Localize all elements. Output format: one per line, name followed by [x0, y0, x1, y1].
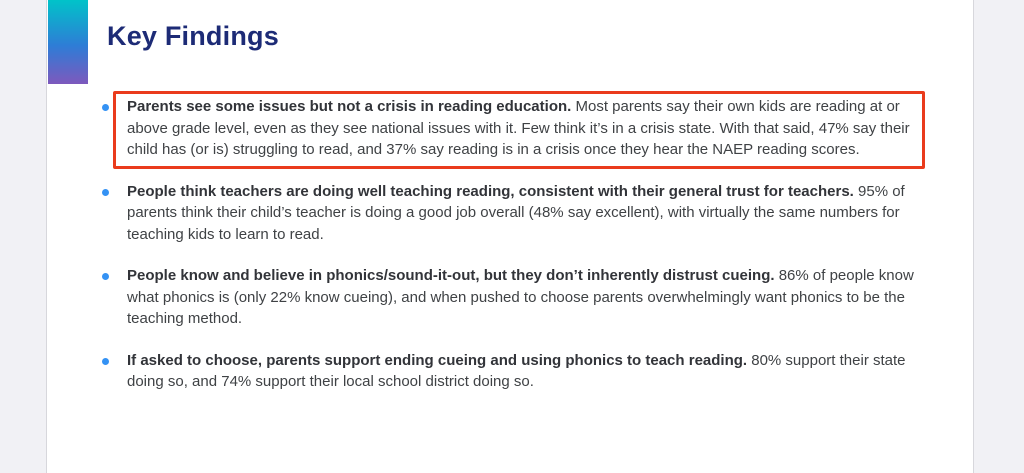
- bullet-text: [127, 181, 917, 246]
- bullet-rest: 80% support their state doing so, and 74% support their local school district doing so.: [127, 351, 906, 390]
- bullet-dot-col: [102, 350, 127, 365]
- bullet-item: [102, 265, 917, 330]
- bullet-list: [102, 96, 917, 413]
- bullet-lead: If asked to choose, parents support ending cueing and using phonics to teach reading.: [127, 351, 748, 369]
- bullet-item: [102, 350, 917, 393]
- bullet-dot-icon: [102, 189, 109, 196]
- bullet-rest: Most parents say their own kids are reading at or above grade level, even as they see national issues with it. Few think it’s in a crisis state. With that said, 47% say their child has (or is) struggling to read, and 37% say reading is in a crisis once they hear the NAEP reading scores.: [127, 98, 910, 158]
- bullet-dot-icon: [102, 358, 109, 365]
- bullet-lead: Parents see some issues but not a crisis in reading education.: [127, 98, 572, 115]
- bullet-text: [127, 265, 917, 330]
- bullet-rest: 95% of parents think their child’s teacher is doing a good job overall (48% say excellent), with virtually the same numbers for teaching kids to learn to read.: [127, 182, 905, 243]
- accent-bar: [48, 0, 88, 84]
- bullet-dot-col: [102, 181, 127, 196]
- bullet-item: [102, 96, 917, 161]
- bullet-text: [127, 350, 917, 393]
- bullet-dot-icon: [102, 273, 109, 280]
- slide: [46, 0, 974, 473]
- bullet-item: [102, 181, 917, 246]
- bullet-lead: People think teachers are doing well teaching reading, consistent with their general trust for teachers.: [127, 182, 854, 200]
- bullet-dot-icon: [102, 104, 109, 111]
- bullet-rest: 86% of people know what phonics is (only 22% know cueing), and when pushed to choose parents overwhelmingly want phonics to be the teaching method.: [127, 267, 914, 327]
- highlight-box: [113, 91, 925, 169]
- bullet-dot-col: [102, 265, 127, 280]
- bullet-lead: People know and believe in phonics/sound-it-out, but they don’t inherently distrust cueing.: [127, 267, 775, 284]
- slide-title: Key Findings: [107, 21, 279, 51]
